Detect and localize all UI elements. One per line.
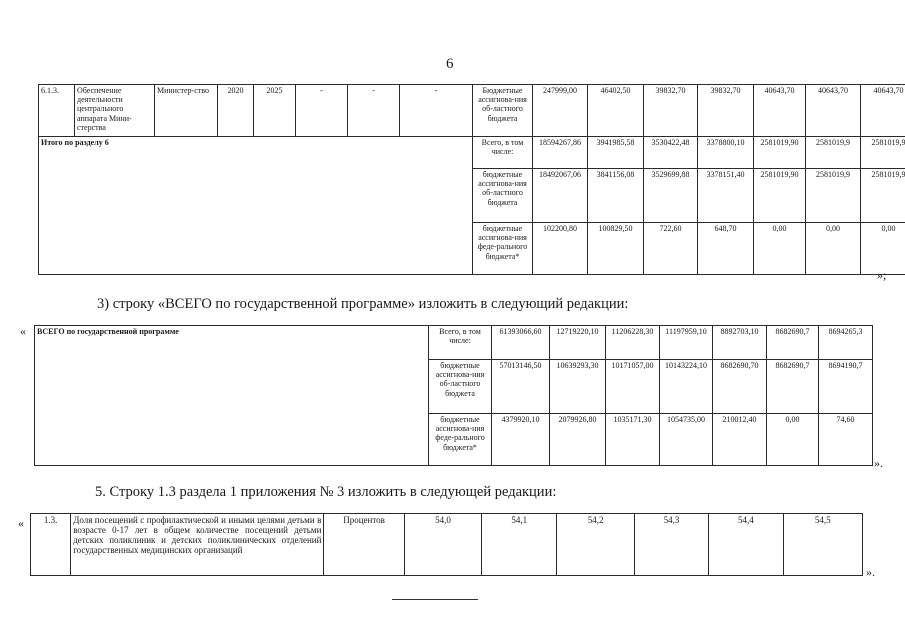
value-cell: 8682690,70 bbox=[713, 360, 767, 414]
row-end-year: 2025 bbox=[254, 85, 296, 137]
value-cell: 3378800,10 bbox=[698, 137, 754, 169]
value-cell: 2581019,9 bbox=[806, 137, 861, 169]
value-cell: 54,2 bbox=[557, 514, 634, 576]
value-cell: 2581019,90 bbox=[754, 169, 806, 223]
value-cell: 100829,50 bbox=[588, 223, 644, 275]
value-cell: 54,1 bbox=[482, 514, 557, 576]
row-source: бюджетные ассигнова-ния феде-рального бюджета* bbox=[429, 414, 492, 466]
value-cell: 54,0 bbox=[404, 514, 481, 576]
value-cell: 0,00 bbox=[767, 414, 819, 466]
sentence-5: 5. Строку 1.3 раздела 1 приложения № 3 изложить в следующей редакции: bbox=[95, 484, 557, 500]
row-dash: - bbox=[400, 85, 473, 137]
footnote-separator bbox=[392, 599, 478, 600]
row-source: Всего, в том числе: bbox=[473, 137, 533, 169]
value-cell: 40643,70 bbox=[754, 85, 806, 137]
row-executor: Министер-ство bbox=[155, 85, 218, 137]
table1-close-mark: »; bbox=[877, 268, 887, 282]
value-cell: 12719220,10 bbox=[550, 326, 606, 360]
value-cell: 3378151,40 bbox=[698, 169, 754, 223]
value-cell: 40643,70 bbox=[861, 85, 905, 137]
value-cell: 74,60 bbox=[819, 414, 873, 466]
value-cell: 0,00 bbox=[861, 223, 905, 275]
value-cell: 0,00 bbox=[806, 223, 861, 275]
table2-close-mark: ». bbox=[874, 456, 883, 470]
value-cell: 1054735,00 bbox=[660, 414, 713, 466]
value-cell: 8694190,7 bbox=[819, 360, 873, 414]
table-row-1-3 bbox=[30, 513, 863, 576]
row-start-year: 2020 bbox=[218, 85, 254, 137]
row-source: бюджетные ассигнова-ния об-ластного бюджета bbox=[473, 169, 533, 223]
page-number: 6 bbox=[446, 56, 454, 72]
row-source: бюджетные ассигнова-ния феде-рального бюджета* bbox=[473, 223, 533, 275]
value-cell: 11197959,10 bbox=[660, 326, 713, 360]
value-cell: 3941985,58 bbox=[588, 137, 644, 169]
value-cell: 57013146,50 bbox=[492, 360, 550, 414]
table-section-6 bbox=[38, 84, 905, 275]
value-cell: 102200,80 bbox=[533, 223, 588, 275]
table-row bbox=[39, 137, 905, 169]
value-cell: 54,5 bbox=[783, 514, 862, 576]
total-program-label: ВСЕГО по государственной программе bbox=[35, 326, 429, 466]
value-cell: 11206228,30 bbox=[606, 326, 660, 360]
value-cell: 8682690,7 bbox=[767, 326, 819, 360]
table3-open-mark: « bbox=[18, 516, 24, 530]
value-cell: 2581019,90 bbox=[754, 137, 806, 169]
value-cell: 722,60 bbox=[644, 223, 698, 275]
value-cell: 10143224,10 bbox=[660, 360, 713, 414]
value-cell: 0,00 bbox=[754, 223, 806, 275]
value-cell: 8682690,7 bbox=[767, 360, 819, 414]
value-cell: 61393066,60 bbox=[492, 326, 550, 360]
value-cell: 2581019,9 bbox=[806, 169, 861, 223]
value-cell: 39832,70 bbox=[644, 85, 698, 137]
value-cell: 8694265,3 bbox=[819, 326, 873, 360]
value-cell: 648,70 bbox=[698, 223, 754, 275]
unit: Процентов bbox=[324, 514, 404, 576]
table-row bbox=[35, 326, 873, 360]
table-total-program bbox=[34, 325, 873, 466]
value-cell: 2079926,80 bbox=[550, 414, 606, 466]
value-cell: 2581019,9 bbox=[861, 137, 905, 169]
value-cell: 40643,70 bbox=[806, 85, 861, 137]
value-cell: 18594267,86 bbox=[533, 137, 588, 169]
value-cell: 10639293,30 bbox=[550, 360, 606, 414]
table2-open-mark: « bbox=[20, 324, 26, 338]
total-label: Итого по разделу 6 bbox=[39, 137, 473, 275]
row-name: Обеспечение деятельности центрального аппарата Мини-стерства bbox=[75, 85, 155, 137]
table3-close-mark: ». bbox=[866, 565, 875, 579]
value-cell: 2581019,9 bbox=[861, 169, 905, 223]
value-cell: 210012,40 bbox=[713, 414, 767, 466]
value-cell: 4379920,10 bbox=[492, 414, 550, 466]
value-cell: 46402,50 bbox=[588, 85, 644, 137]
value-cell: 10171057,00 bbox=[606, 360, 660, 414]
table-row bbox=[39, 85, 905, 137]
value-cell: 8892703,10 bbox=[713, 326, 767, 360]
value-cell: 18492067,06 bbox=[533, 169, 588, 223]
row-dash: - bbox=[348, 85, 400, 137]
value-cell: 3529699,88 bbox=[644, 169, 698, 223]
value-cell: 39832,70 bbox=[698, 85, 754, 137]
row-source: Всего, в том числе: bbox=[429, 326, 492, 360]
value-cell: 3841156,08 bbox=[588, 169, 644, 223]
value-cell: 3530422,48 bbox=[644, 137, 698, 169]
value-cell: 1035171,30 bbox=[606, 414, 660, 466]
table-row bbox=[31, 514, 863, 576]
row-source: Бюджетные ассигнова-ния об-ластного бюджета bbox=[473, 85, 533, 137]
value-cell: 54,3 bbox=[634, 514, 708, 576]
sentence-3: 3) строку «ВСЕГО по государственной программе» изложить в следующий редакции: bbox=[97, 296, 629, 312]
row-number: 1.3. bbox=[31, 514, 71, 576]
row-source: бюджетные ассигнова-ния об-ластного бюджета bbox=[429, 360, 492, 414]
row-number: 6.1.3. bbox=[39, 85, 75, 137]
indicator-name: Доля посещений с профилактической и иными целями детьми в возрасте 0-17 лет в общем количестве посещений детьми детских поликлиник и детских поликлинических отделений государственных медицинских организаций bbox=[71, 514, 324, 576]
value-cell: 247999,00 bbox=[533, 85, 588, 137]
row-dash: - bbox=[296, 85, 348, 137]
value-cell: 54,4 bbox=[709, 514, 783, 576]
